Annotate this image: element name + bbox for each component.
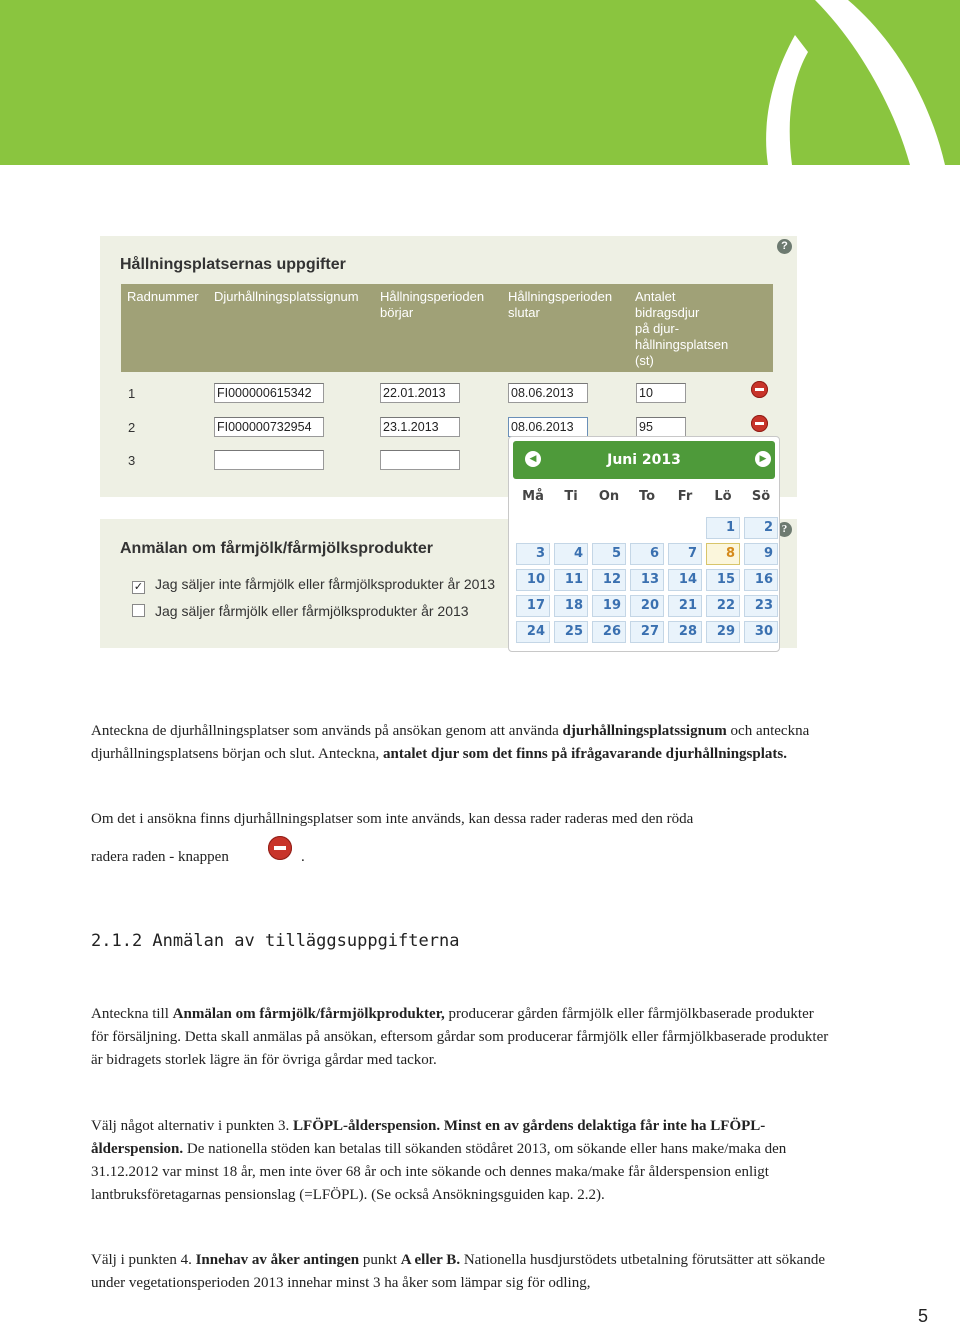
calendar-day[interactable]: 16 bbox=[744, 569, 778, 591]
calendar-day[interactable]: 30 bbox=[744, 621, 778, 643]
column-header-end: Hållningsperioden slutar bbox=[508, 289, 613, 320]
header-banner bbox=[0, 0, 960, 165]
calendar-day[interactable]: 13 bbox=[630, 569, 664, 591]
row-number: 2 bbox=[128, 420, 136, 435]
column-header-row-number: Radnummer bbox=[127, 289, 199, 304]
calendar-day[interactable]: 9 bbox=[744, 543, 778, 565]
calendar-day[interactable]: 28 bbox=[668, 621, 702, 643]
calendar-title: Juni 2013 bbox=[607, 452, 681, 468]
column-header-signum: Djurhållningsplatssignum bbox=[214, 289, 359, 304]
text-span: Anteckna till bbox=[91, 1006, 173, 1022]
panel-title: Anmälan om fårmjölk/fårmjölksprodukter bbox=[120, 540, 433, 557]
paragraph-delete-line1: Om det i ansökna finns djurhållningsplatser som inte används, kan dessa rader raderas med den röda bbox=[91, 811, 694, 827]
calendar-day[interactable]: 25 bbox=[554, 621, 588, 643]
calendar-day[interactable]: 7 bbox=[668, 543, 702, 565]
option-label: Jag säljer inte fårmjölk eller fårmjölksprodukter år 2013 bbox=[155, 576, 496, 592]
start-date-input[interactable] bbox=[380, 450, 460, 470]
calendar-day[interactable]: 21 bbox=[668, 595, 702, 617]
text-span: Anteckna de djurhållningsplatser som används på ansökan genom att använda bbox=[91, 723, 563, 739]
calendar-day[interactable]: 2 bbox=[744, 517, 778, 539]
text-span: Nationella husdjurstödets utbetalning förutsätter att sökande under vegetationsperioden 2013 innehar minst 3 ha åker som lämpar sig för odling, bbox=[91, 1252, 825, 1291]
weekday-label: Ti bbox=[564, 489, 578, 504]
signum-input[interactable] bbox=[214, 450, 324, 470]
date-picker[interactable] bbox=[508, 436, 780, 652]
calendar-day[interactable]: 19 bbox=[592, 595, 626, 617]
calendar-day[interactable]: 24 bbox=[516, 621, 550, 643]
signum-input[interactable]: FI000000615342 bbox=[214, 383, 324, 403]
calendar-day[interactable]: 5 bbox=[592, 543, 626, 565]
weekday-label: Lö bbox=[714, 489, 732, 504]
calendar-day[interactable]: 20 bbox=[630, 595, 664, 617]
calendar-header bbox=[513, 441, 775, 479]
text-bold: A eller B. bbox=[400, 1252, 461, 1268]
calendar-day[interactable]: 8 bbox=[706, 543, 740, 565]
calendar-day[interactable]: 14 bbox=[668, 569, 702, 591]
text-bold: Innehav av åker antingen bbox=[195, 1252, 360, 1268]
start-date-input[interactable]: 23.1.2013 bbox=[380, 417, 460, 437]
end-date-input[interactable]: 08.06.2013 bbox=[508, 383, 588, 403]
row-number: 1 bbox=[128, 386, 136, 401]
calendar-day[interactable]: 1 bbox=[706, 517, 740, 539]
delete-row-icon[interactable] bbox=[751, 381, 768, 398]
paragraph-delete-line2: radera raden - knappen bbox=[91, 849, 229, 865]
calendar-day[interactable]: 12 bbox=[592, 569, 626, 591]
table-header bbox=[121, 284, 773, 372]
help-icon[interactable]: ? bbox=[777, 239, 792, 254]
text-span: Välj i punkten 4. bbox=[91, 1252, 196, 1268]
row-number: 3 bbox=[128, 453, 136, 468]
text-span: producerar gården fårmjölk eller fårmjölkbaserade produkter för försäljning. Detta skall anmälas på ansökan, eftersom gårdar som producerar fårmjölk eller fårmjölkbaserade produkter är bidragets storlek lägre än för övriga gårdar med tackor. bbox=[91, 1006, 829, 1068]
prev-arrow-icon[interactable]: ◀ bbox=[525, 451, 541, 467]
end-date-input[interactable]: 08.06.2013 bbox=[508, 417, 588, 437]
text-span: Välj något alternativ i punkten 3. bbox=[91, 1118, 294, 1134]
paragraph-intro bbox=[91, 720, 831, 766]
text-span: punkt bbox=[359, 1252, 401, 1268]
text-bold: antalet djur som det finns på ifrågavarande djurhållningsplats. bbox=[383, 746, 787, 762]
text-bold: djurhållningsplatssignum bbox=[562, 723, 727, 739]
calendar-day[interactable]: 26 bbox=[592, 621, 626, 643]
calendar-day[interactable]: 3 bbox=[516, 543, 550, 565]
calendar-day[interactable]: 17 bbox=[516, 595, 550, 617]
calendar-day[interactable]: 22 bbox=[706, 595, 740, 617]
weekday-label: To bbox=[638, 489, 656, 504]
option-label: Jag säljer fårmjölk eller fårmjölksprodukter år 2013 bbox=[155, 603, 469, 619]
signum-input[interactable]: FI000000732954 bbox=[214, 417, 324, 437]
calendar-day[interactable]: 27 bbox=[630, 621, 664, 643]
paragraph-field bbox=[91, 1249, 831, 1295]
delete-row-icon[interactable] bbox=[751, 415, 768, 432]
column-header-start: Hållningsperioden börjar bbox=[380, 289, 485, 320]
section-heading: 2.1.2 Anmälan av tilläggsuppgifterna bbox=[91, 931, 460, 951]
paragraph-sheep-milk bbox=[91, 1003, 831, 1072]
calendar-day[interactable]: 10 bbox=[516, 569, 550, 591]
calendar-day[interactable]: 15 bbox=[706, 569, 740, 591]
start-date-input[interactable]: 22.01.2013 bbox=[380, 383, 460, 403]
text-span: och anteckna djurhållningsplatsens början och slut. Anteckna, bbox=[91, 723, 810, 762]
calendar-day[interactable]: 11 bbox=[554, 569, 588, 591]
option-not-selling[interactable] bbox=[132, 576, 495, 594]
calendar-day[interactable]: 6 bbox=[630, 543, 664, 565]
paragraph-pension bbox=[91, 1115, 831, 1207]
checkbox-unchecked[interactable] bbox=[132, 604, 145, 617]
calendar-day[interactable]: 23 bbox=[744, 595, 778, 617]
animal-count-input[interactable]: 10 bbox=[636, 383, 686, 403]
column-header-animal-count: Antalet bidragsdjur på djur- hållningsplatsen (st) bbox=[635, 289, 729, 368]
animal-count-input[interactable]: 95 bbox=[636, 417, 686, 437]
text-bold: Anmälan om fårmjölk/fårmjölkprodukter, bbox=[172, 1006, 445, 1022]
text-span: De nationella stöden kan betalas till sökanden stödåret 2013, om sökande eller hans make/maka den 31.12.2012 var minst 18 år, men inte över 68 år och inte sökande och dennes maka/make får ålderspension enligt lantbruksföretagarnas pensionslag (=LFÖPL). (Se också Ansökningsguiden kap. 2.2). bbox=[91, 1141, 787, 1203]
panel-title: Hållningsplatsernas uppgifter bbox=[120, 256, 346, 273]
delete-row-icon bbox=[268, 836, 292, 860]
text-bold: LFÖPL-ålderspension. Minst en av gårdens delaktiga får inte ha LFÖPL-ålderspension. bbox=[91, 1118, 766, 1157]
help-icon[interactable]: ? bbox=[777, 522, 792, 537]
weekday-label: Fr bbox=[677, 489, 693, 504]
leaf-logo bbox=[0, 0, 960, 165]
weekday-label: Sö bbox=[751, 489, 771, 504]
calendar-day[interactable]: 29 bbox=[706, 621, 740, 643]
page-number: 5 bbox=[918, 1306, 929, 1326]
paragraph-delete-dot: . bbox=[301, 849, 305, 865]
next-arrow-icon[interactable]: ▶ bbox=[755, 451, 771, 467]
calendar-day[interactable]: 4 bbox=[554, 543, 588, 565]
calendar-day[interactable]: 18 bbox=[554, 595, 588, 617]
weekday-label: Må bbox=[522, 489, 544, 504]
weekday-label: On bbox=[598, 489, 620, 504]
option-selling[interactable] bbox=[132, 603, 469, 619]
checkbox-checked[interactable]: ✓ bbox=[133, 581, 144, 593]
